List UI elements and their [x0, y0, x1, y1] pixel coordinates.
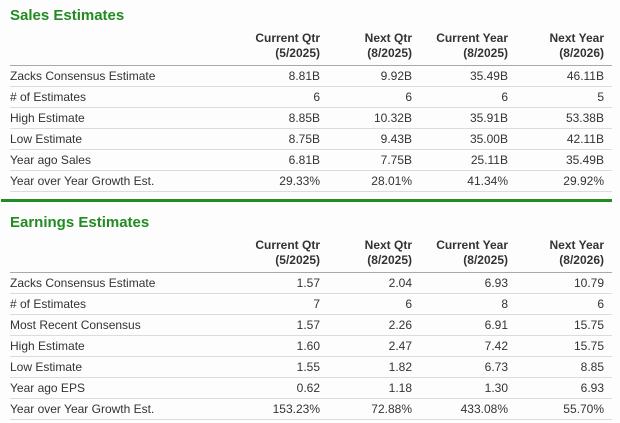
table-row — [10, 87, 612, 108]
row-label: Zacks Consensus Estimate — [10, 66, 232, 87]
column-period-date: (8/2026) — [559, 46, 604, 60]
row-label: Year ago Sales — [10, 150, 232, 171]
cell-value: 1.55 — [232, 357, 328, 378]
row-label: High Estimate — [10, 336, 232, 357]
column-header-row — [10, 29, 612, 66]
row-label: Year over Year Growth Est. — [10, 399, 232, 420]
row-label: # of Estimates — [10, 294, 232, 315]
column-header — [420, 29, 516, 66]
column-period-date: (8/2025) — [367, 253, 412, 267]
table-row — [10, 129, 612, 150]
column-period-label: Next Year — [549, 238, 604, 252]
column-period-date: (8/2026) — [559, 253, 604, 267]
label-column-header — [10, 236, 232, 273]
column-period-label: Next Year — [549, 31, 604, 45]
cell-value: 8.75B — [232, 129, 328, 150]
column-period-date: (8/2025) — [463, 46, 508, 60]
table-row — [10, 150, 612, 171]
cell-value: 6 — [420, 87, 516, 108]
cell-value: 8.81B — [232, 66, 328, 87]
column-header — [328, 236, 420, 273]
cell-value: 53.38B — [516, 108, 612, 129]
table-row — [10, 66, 612, 87]
cell-value: 1.18 — [328, 378, 420, 399]
cell-value: 55.70% — [516, 399, 612, 420]
cell-value: 2.04 — [328, 273, 420, 294]
cell-value: 6 — [328, 294, 420, 315]
cell-value: 1.57 — [232, 273, 328, 294]
cell-value: 10.32B — [328, 108, 420, 129]
column-period-date: (5/2025) — [275, 46, 320, 60]
cell-value: 41.34% — [420, 171, 516, 192]
cell-value: 72.88% — [328, 399, 420, 420]
cell-value: 9.43B — [328, 129, 420, 150]
column-period-label: Current Year — [436, 238, 508, 252]
column-period-label: Current Qtr — [255, 238, 320, 252]
column-header — [420, 236, 516, 273]
table-row — [10, 294, 612, 315]
column-header — [328, 29, 420, 66]
cell-value: 6 — [328, 87, 420, 108]
cell-value: 6.93 — [516, 378, 612, 399]
column-period-label: Current Qtr — [255, 31, 320, 45]
row-label: Year ago EPS — [10, 378, 232, 399]
cell-value: 6 — [232, 87, 328, 108]
cell-value: 42.11B — [516, 129, 612, 150]
label-column-header — [10, 29, 232, 66]
cell-value: 6 — [516, 294, 612, 315]
cell-value: 29.33% — [232, 171, 328, 192]
table-row — [10, 357, 612, 378]
cell-value: 35.91B — [420, 108, 516, 129]
row-label: Year over Year Growth Est. — [10, 171, 232, 192]
column-header-row — [10, 236, 612, 273]
column-period-date: (8/2025) — [367, 46, 412, 60]
cell-value: 35.49B — [420, 66, 516, 87]
cell-value: 1.60 — [232, 336, 328, 357]
earnings-estimates-table — [10, 236, 612, 420]
row-label: # of Estimates — [10, 87, 232, 108]
column-period-label: Next Qtr — [364, 31, 412, 45]
cell-value: 6.81B — [232, 150, 328, 171]
cell-value: 8.85B — [232, 108, 328, 129]
cell-value: 153.23% — [232, 399, 328, 420]
cell-value: 35.00B — [420, 129, 516, 150]
cell-value: 8 — [420, 294, 516, 315]
cell-value: 15.75 — [516, 336, 612, 357]
cell-value: 1.82 — [328, 357, 420, 378]
cell-value: 10.79 — [516, 273, 612, 294]
cell-value: 25.11B — [420, 150, 516, 171]
column-header — [516, 236, 612, 273]
cell-value: 6.91 — [420, 315, 516, 336]
column-period-label: Current Year — [436, 31, 508, 45]
cell-value: 6.73 — [420, 357, 516, 378]
cell-value: 7.42 — [420, 336, 516, 357]
row-label: High Estimate — [10, 108, 232, 129]
cell-value: 15.75 — [516, 315, 612, 336]
row-label: Low Estimate — [10, 129, 232, 150]
cell-value: 8.85 — [516, 357, 612, 378]
section-divider — [1, 199, 612, 202]
column-period-label: Next Qtr — [364, 238, 412, 252]
table-row — [10, 171, 612, 192]
column-header — [232, 236, 328, 273]
table-row — [10, 315, 612, 336]
column-header — [516, 29, 612, 66]
row-label: Zacks Consensus Estimate — [10, 273, 232, 294]
cell-value: 28.01% — [328, 171, 420, 192]
cell-value: 1.57 — [232, 315, 328, 336]
table-row — [10, 108, 612, 129]
cell-value: 6.93 — [420, 273, 516, 294]
cell-value: 7 — [232, 294, 328, 315]
table-row — [10, 273, 612, 294]
cell-value: 1.30 — [420, 378, 516, 399]
column-header — [232, 29, 328, 66]
estimates-page — [0, 7, 620, 420]
cell-value: 29.92% — [516, 171, 612, 192]
table-row — [10, 399, 612, 420]
table-row — [10, 336, 612, 357]
table-row — [10, 378, 612, 399]
column-period-date: (8/2025) — [463, 253, 508, 267]
cell-value: 433.08% — [420, 399, 516, 420]
earnings-estimates-title: Earnings Estimates — [10, 214, 150, 231]
cell-value: 2.47 — [328, 336, 420, 357]
column-period-date: (5/2025) — [275, 253, 320, 267]
cell-value: 35.49B — [516, 150, 612, 171]
cell-value: 9.92B — [328, 66, 420, 87]
cell-value: 2.26 — [328, 315, 420, 336]
sales-estimates-title: Sales Estimates — [10, 7, 125, 24]
row-label: Most Recent Consensus — [10, 315, 232, 336]
cell-value: 5 — [516, 87, 612, 108]
sales-estimates-table — [10, 29, 612, 192]
cell-value: 0.62 — [232, 378, 328, 399]
row-label: Low Estimate — [10, 357, 232, 378]
cell-value: 7.75B — [328, 150, 420, 171]
cell-value: 46.11B — [516, 66, 612, 87]
